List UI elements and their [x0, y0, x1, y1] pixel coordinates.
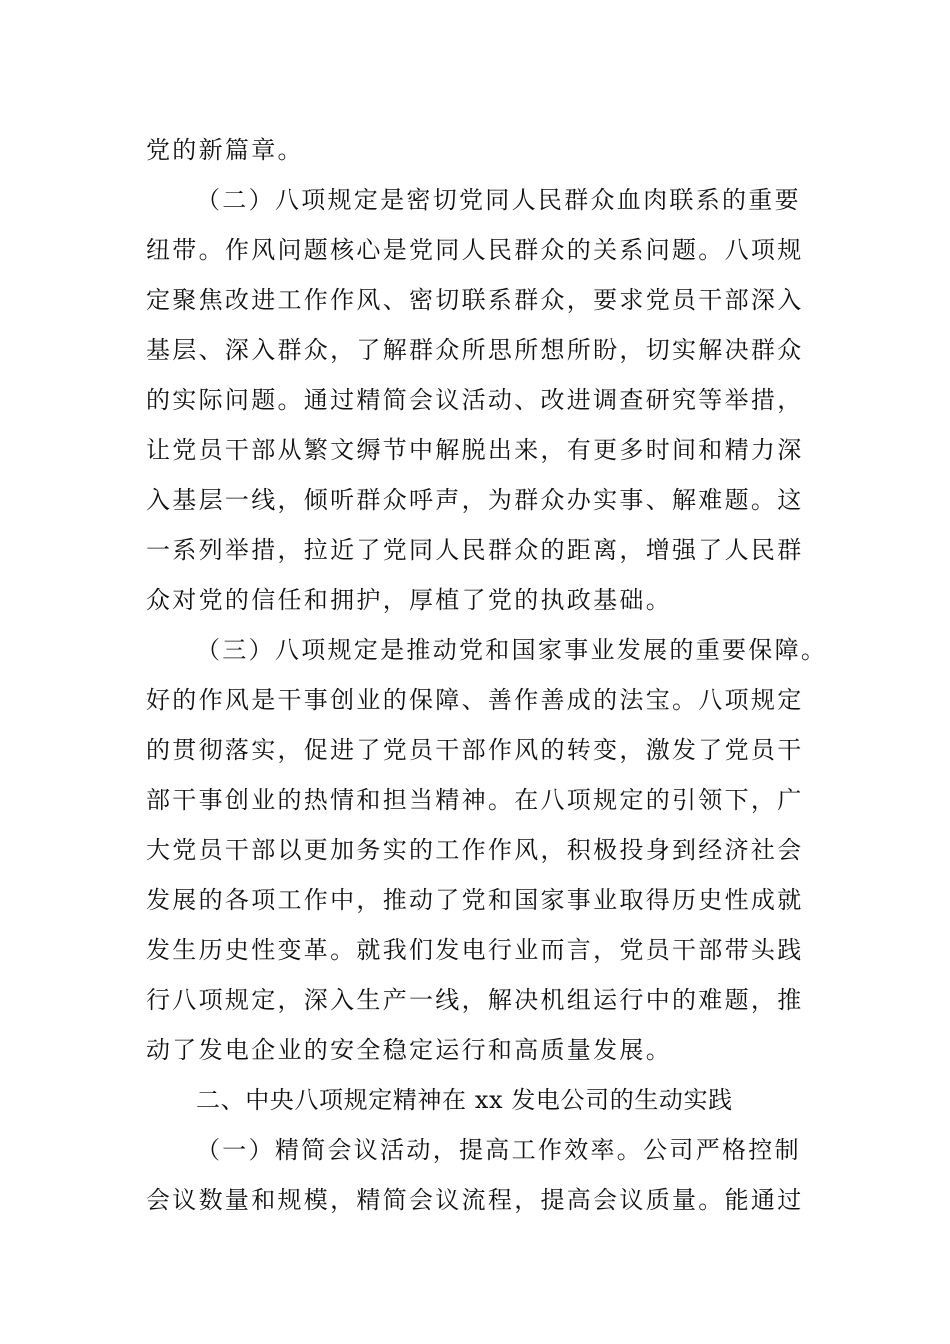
text-line: 发生历史性变革。就我们发电行业而言，党员干部带头践 [146, 936, 804, 964]
text-line: 动了发电企业的安全稳定运行和高质量发展。 [146, 1036, 672, 1064]
text-line: 基层、深入群众，了解群众所思所想所盼，切实解决群众 [146, 336, 804, 364]
section-heading: 二、中央八项规定精神在 xx 发电公司的生动实践 [196, 1086, 733, 1114]
text-line: 定聚焦改进工作作风、密切联系群众，要求党员干部深入 [146, 286, 804, 314]
text-line: 众对党的信任和拥护，厚植了党的执政基础。 [146, 586, 672, 614]
text-line: （二）八项规定是密切党同人民群众血肉联系的重要 [196, 186, 801, 214]
text-line: 行八项规定，深入生产一线，解决机组运行中的难题，推 [146, 986, 804, 1014]
text-line: 会议数量和规模，精简会议流程，提高会议质量。能通过 [146, 1186, 804, 1214]
text-line: 好的作风是干事创业的保障、善作善成的法宝。八项规定 [146, 686, 804, 714]
text-line: 发展的各项工作中，推动了党和国家事业取得历史性成就 [146, 886, 804, 914]
text-line: 让党员干部从繁文缛节中解脱出来，有更多时间和精力深 [146, 436, 804, 464]
text-line: 的实际问题。通过精简会议活动、改进调查研究等举措， [146, 386, 804, 414]
text-line: 党的新篇章。 [146, 136, 304, 164]
text-line: （三）八项规定是推动党和国家事业发展的重要保障。 [196, 636, 828, 664]
text-line: 部干事创业的热情和担当精神。在八项规定的引领下，广 [146, 786, 804, 814]
text-line: 纽带。作风问题核心是党同人民群众的关系问题。八项规 [146, 236, 804, 264]
text-line: 大党员干部以更加务实的工作作风，积极投身到经济社会 [146, 836, 804, 864]
text-line: （一）精简会议活动，提高工作效率。公司严格控制 [196, 1136, 801, 1164]
text-line: 入基层一线，倾听群众呼声，为群众办实事、解难题。这 [146, 486, 804, 514]
text-line: 一系列举措，拉近了党同人民群众的距离，增强了人民群 [146, 536, 804, 564]
text-line: 的贯彻落实，促进了党员干部作风的转变，激发了党员干 [146, 736, 804, 764]
